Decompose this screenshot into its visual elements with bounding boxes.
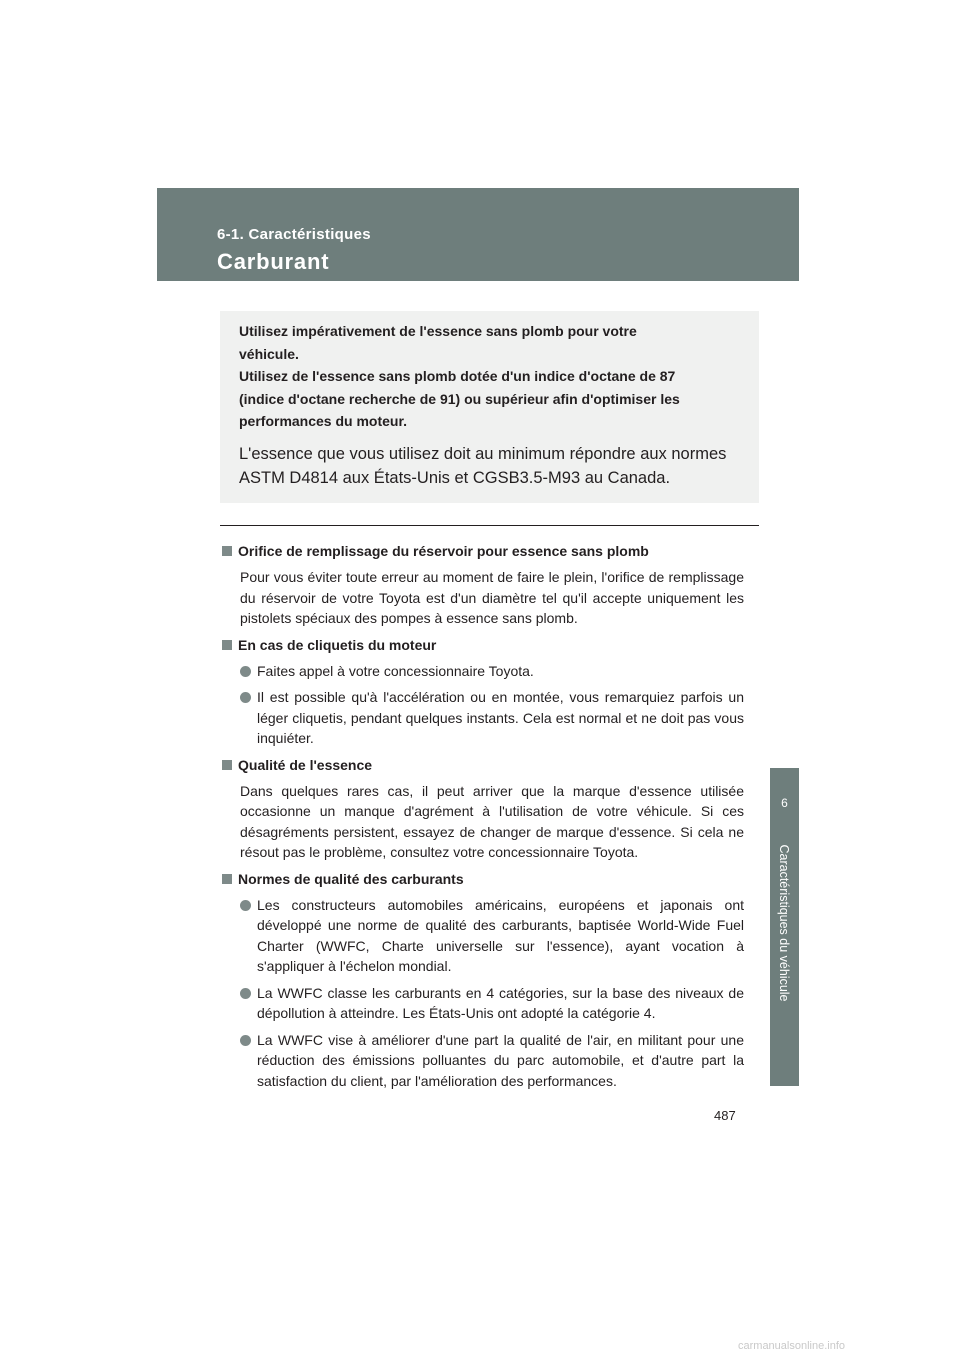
intro-bold-text bbox=[239, 320, 740, 433]
chapter-number: 6 bbox=[781, 796, 788, 810]
page-title: Carburant bbox=[217, 249, 330, 274]
bullet-text: Il est possible qu'à l'accélération ou en montée, vous remarquiez parfois un léger cliquetis, pendant quelques instants. Cela est normal et ne doit pas vous inquiéter. bbox=[257, 689, 744, 746]
section-heading-text: Normes de qualité des carburants bbox=[238, 870, 464, 887]
intro-line: véhicule. bbox=[239, 345, 299, 362]
chapter-label: Caractéristiques du véhicule bbox=[777, 844, 791, 1002]
section-paragraph: Pour vous éviter toute erreur au moment de faire le plein, l'orifice de remplissage du réservoir de votre Toyota est d'un diamètre tel qu'il accepte uniquement les pistolets spéciaux des pompes à essence sans plomb. bbox=[240, 569, 744, 626]
bullet-text: Faites appel à votre concessionnaire Toyota. bbox=[257, 662, 534, 679]
intro-line: performances du moteur. bbox=[239, 413, 408, 429]
circle-bullet-icon bbox=[240, 988, 251, 999]
section-heading-text: En cas de cliquetis du moteur bbox=[238, 636, 437, 653]
section-paragraph: Dans quelques rares cas, il peut arriver que la marque d'essence utilisée occasionne un manque d'agrément à l'utilisation de votre véhicule. Si ces désagréments persistent, essayez de changer de marque d'essence. Si cela ne résout pas le problème, consultez votre concessionnaire Toyota. bbox=[240, 782, 744, 860]
square-bullet-icon bbox=[222, 546, 232, 556]
bullet-text: La WWFC vise à améliorer d'une part la qualité de l'air, en militant pour une réduction des émissions polluantes du parc automobile, et d'autre part la satisfaction du client, par l'amélioration des performances. bbox=[257, 1031, 744, 1089]
section-label: 6-1. Caractéristiques bbox=[217, 226, 371, 243]
square-bullet-icon bbox=[222, 760, 232, 770]
circle-bullet-icon bbox=[240, 666, 251, 677]
intro-line: Utilisez de l'essence sans plomb dotée d'un indice d'octane de 87 bbox=[239, 368, 676, 384]
header-band bbox=[157, 188, 799, 281]
chapter-side-tab[interactable] bbox=[770, 768, 799, 1086]
bullet-item bbox=[240, 895, 744, 977]
section-heading bbox=[222, 869, 744, 889]
section-heading bbox=[222, 635, 744, 655]
bullet-text: Les constructeurs automobiles américains, européens et japonais ont développé une norme de qualité des carburants, baptisée World-Wide Fuel Charter (WWFC, Charte universelle sur l'essence), ayant vocation à s'appliquer à l'échelon mondial. bbox=[257, 896, 744, 974]
bullet-item bbox=[240, 687, 744, 749]
circle-bullet-icon bbox=[240, 900, 251, 911]
content-body bbox=[222, 541, 744, 1097]
page-number: 487 bbox=[714, 1108, 736, 1123]
watermark: carmanualsonline.info bbox=[738, 1340, 846, 1352]
bullet-item bbox=[240, 661, 744, 682]
square-bullet-icon bbox=[222, 874, 232, 884]
bullet-item bbox=[240, 983, 744, 1024]
circle-bullet-icon bbox=[240, 692, 251, 703]
intro-box bbox=[220, 311, 759, 503]
section-heading-text: Qualité de l'essence bbox=[238, 756, 373, 773]
circle-bullet-icon bbox=[240, 1035, 251, 1046]
divider-rule bbox=[220, 525, 759, 526]
section-heading bbox=[222, 541, 744, 561]
intro-standards-text: L'essence que vous utilisez doit au minimum répondre aux normes ASTM D4814 aux États-Unis et CGSB3.5-M93 au Canada. bbox=[239, 444, 727, 487]
intro-line: Utilisez impérativement de l'essence sans plomb pour votre bbox=[239, 323, 637, 339]
square-bullet-icon bbox=[222, 640, 232, 650]
bullet-text: La WWFC classe les carburants en 4 catégories, sur la base des niveaux de dépollution à atteindre. Les États-Unis ont adopté la catégorie 4. bbox=[257, 984, 744, 1021]
bullet-item bbox=[240, 1030, 744, 1092]
intro-line: (indice d'octane recherche de 91) ou supérieur afin d'optimiser les bbox=[239, 390, 680, 407]
section-heading bbox=[222, 755, 744, 775]
section-heading-text: Orifice de remplissage du réservoir pour essence sans plomb bbox=[238, 543, 649, 559]
